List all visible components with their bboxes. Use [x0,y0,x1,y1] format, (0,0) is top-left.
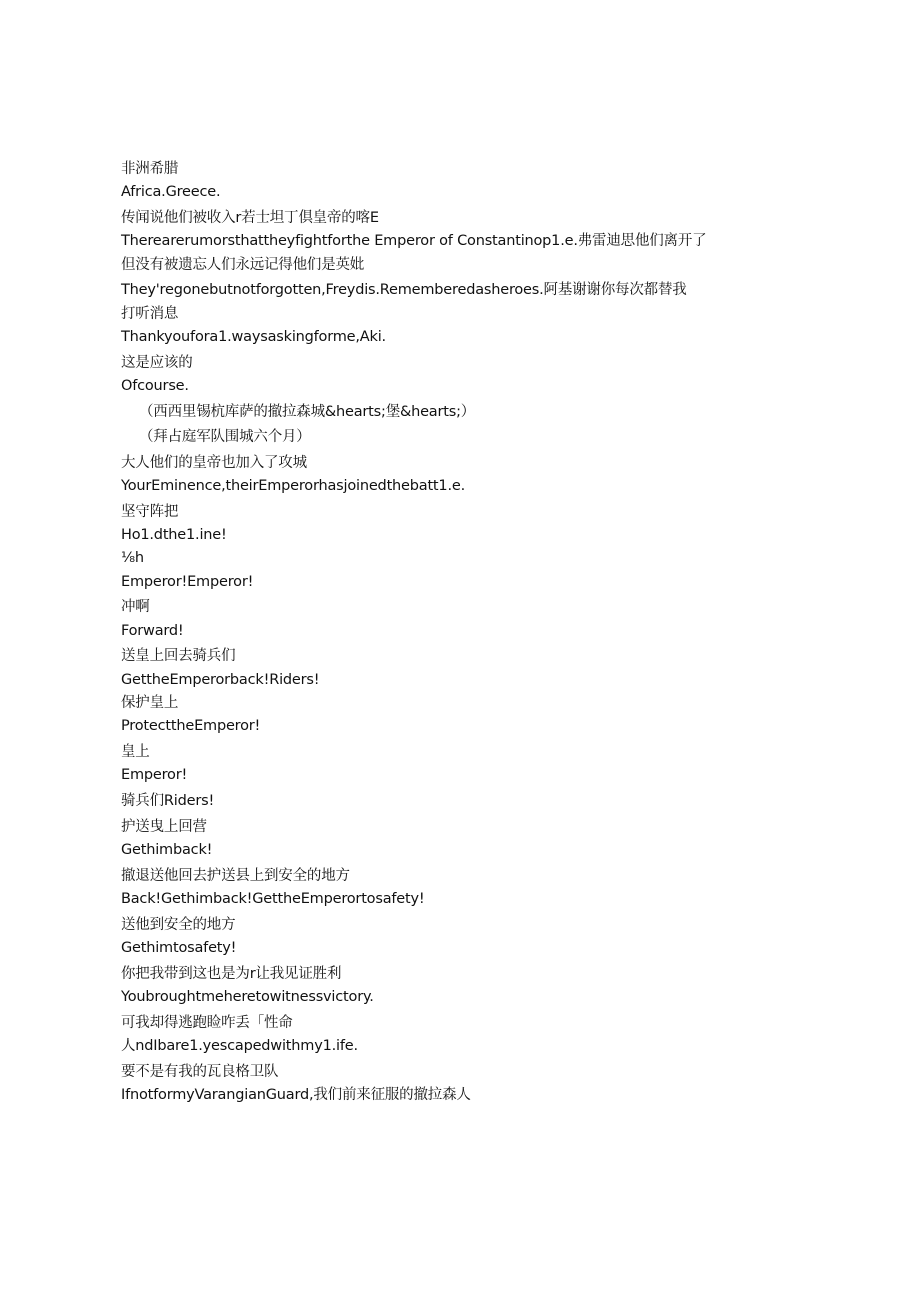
text-line: Youbroughtmeheretowitnessvictory. [121,988,374,1005]
text-line: GettheEmperorback!Riders! [121,671,320,688]
text-line: 撤退送他回去护送县上到安全的地方 [121,867,350,884]
text-line: 你把我带到这也是为r让我见证胜利 [121,965,342,982]
text-line: 护送曳上回营 [121,818,207,835]
text-line: Therearerumorsthattheyfightforthe Emperor of Constantinop1.e.弗雷迪思他们离开了 [121,233,707,250]
text-line: 这是应该的 [121,354,193,371]
text-line: 冲啊 [121,599,150,616]
text-line: 可我却得逃跑睑咋丢「性命 [121,1014,293,1031]
text-line: 皇上 [121,744,150,761]
text-line: 送皇上回去骑兵们 [121,648,236,665]
document-page [121,158,881,1107]
text-line: Back!Gethimback!GettheEmperortosafety! [121,890,425,907]
text-line: 打听消息 [121,305,179,322]
text-line: Thankyoufora1.waysaskingforme,Aki. [121,328,386,345]
text-line: ⅛h [121,550,144,567]
text-line: 但没有被遗忘人们永远记得他们是英妣 [121,256,365,273]
text-line: Emperor! [121,767,188,784]
text-line: （西西里锡杭库萨的撤拉森城&hearts;堡&hearts;） [139,403,476,420]
text-line: 人ndIbare1.yescapedwithmy1.ife. [121,1037,358,1054]
text-line: Forward! [121,622,184,639]
text-line: 保护皇上 [121,695,179,712]
text-line: They'regonebutnotforgotten,Freydis.Rememberedasheroes.阿基谢谢你每次都替我 [121,282,687,299]
text-line: Emperor!Emperor! [121,573,254,590]
text-line: Gethimtosafety! [121,939,237,956]
text-line: Gethimback! [121,842,213,858]
text-line: 传闻说他们被收入r若士坦丁倶皇帝的喀E [121,209,379,226]
text-line: 骑兵们Riders! [121,793,215,810]
text-line: Africa.Greece. [121,184,221,201]
text-line: Ho1.dthe1.ine! [121,527,227,544]
text-line: （拜占庭军队围城六个月） [139,429,311,446]
text-line: 要不是有我的瓦良格卫队 [121,1063,279,1080]
text-line: ProtecttheEmperor! [121,718,261,735]
text-line: IfnotformyVarangianGuard,我们前来征服的撤拉森人 [121,1086,471,1103]
text-line: 坚守阵把 [121,503,179,520]
text-line: 送他到安全的地方 [121,916,236,933]
text-line: 大人他们的皇帝也加入了攻城 [121,454,307,471]
text-line: Ofcourse. [121,377,189,394]
text-line: YourEminence,theirEmperorhasjoinedthebatt1.e. [121,478,465,495]
text-line: 非洲希腊 [121,161,179,177]
